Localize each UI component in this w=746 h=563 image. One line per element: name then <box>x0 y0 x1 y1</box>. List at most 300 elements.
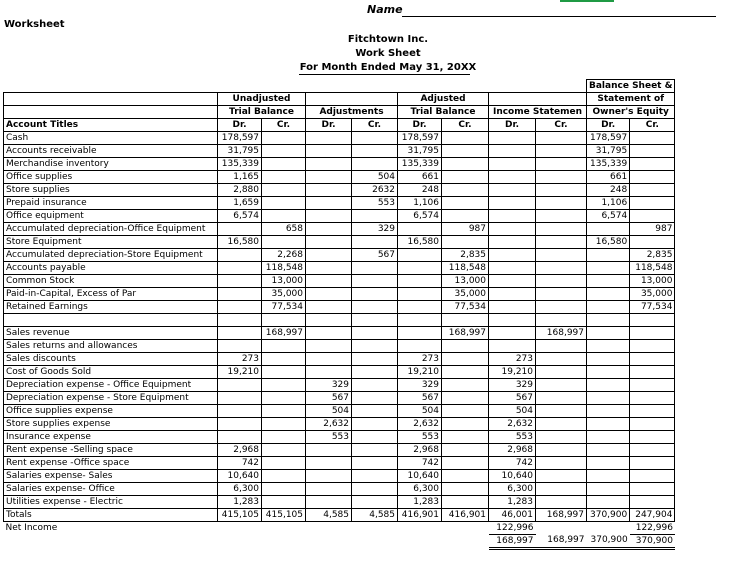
cell[interactable] <box>489 275 536 288</box>
cell[interactable]: 1,659 <box>218 197 262 210</box>
cell[interactable]: 658 <box>262 223 306 236</box>
cell[interactable] <box>442 145 489 158</box>
cell[interactable] <box>352 470 398 483</box>
cell[interactable] <box>262 210 306 223</box>
cell[interactable]: 504 <box>489 405 536 418</box>
cell[interactable] <box>630 197 675 210</box>
cell[interactable] <box>218 249 262 262</box>
cell[interactable] <box>398 262 442 275</box>
cell[interactable] <box>587 340 630 353</box>
cell[interactable]: 416,901 <box>398 509 442 522</box>
cell[interactable] <box>489 249 536 262</box>
cell[interactable]: 13,000 <box>262 275 306 288</box>
cell[interactable]: 77,534 <box>262 301 306 314</box>
cell[interactable] <box>536 171 587 184</box>
cell[interactable] <box>536 405 587 418</box>
cell[interactable] <box>306 288 352 301</box>
cell[interactable]: 553 <box>306 431 352 444</box>
cell[interactable] <box>352 379 398 392</box>
cell[interactable] <box>489 236 536 249</box>
cell[interactable]: 118,548 <box>630 262 675 275</box>
cell[interactable]: 10,640 <box>489 470 536 483</box>
cell[interactable] <box>489 262 536 275</box>
cell[interactable]: 553 <box>398 431 442 444</box>
table-row <box>4 184 675 197</box>
cell[interactable]: 135,339 <box>398 158 442 171</box>
cell[interactable] <box>352 353 398 366</box>
cell[interactable]: 13,000 <box>630 275 675 288</box>
cell[interactable] <box>442 444 489 457</box>
cell[interactable] <box>587 327 630 340</box>
cell[interactable]: 77,534 <box>442 301 489 314</box>
cell[interactable] <box>442 392 489 405</box>
cell[interactable]: 504 <box>398 405 442 418</box>
cell[interactable] <box>587 249 630 262</box>
cell[interactable] <box>306 223 352 236</box>
cell[interactable] <box>352 327 398 340</box>
cell[interactable] <box>218 392 262 405</box>
cell[interactable] <box>536 379 587 392</box>
cell[interactable] <box>536 249 587 262</box>
cell[interactable]: 168,997 <box>536 327 587 340</box>
cell[interactable] <box>262 197 306 210</box>
cell[interactable]: 118,548 <box>262 262 306 275</box>
cell[interactable]: 135,339 <box>218 158 262 171</box>
cell[interactable]: 504 <box>352 171 398 184</box>
cell[interactable] <box>442 496 489 509</box>
account-title: Prepaid insurance <box>4 197 218 210</box>
cell[interactable] <box>630 470 675 483</box>
cell[interactable] <box>536 483 587 496</box>
cell[interactable]: 370,900 <box>587 535 630 549</box>
cell[interactable] <box>536 210 587 223</box>
cell[interactable] <box>218 262 262 275</box>
cell[interactable] <box>587 262 630 275</box>
cell[interactable] <box>262 431 306 444</box>
cell[interactable] <box>536 145 587 158</box>
cell[interactable] <box>218 275 262 288</box>
cell[interactable] <box>630 457 675 470</box>
cell[interactable] <box>587 301 630 314</box>
cell[interactable] <box>587 379 630 392</box>
cell[interactable] <box>306 184 352 197</box>
cell[interactable] <box>536 301 587 314</box>
cell[interactable] <box>352 444 398 457</box>
cell[interactable] <box>489 197 536 210</box>
cell[interactable] <box>489 223 536 236</box>
cell[interactable] <box>352 483 398 496</box>
cell[interactable] <box>262 470 306 483</box>
cell[interactable] <box>218 418 262 431</box>
cell[interactable] <box>630 418 675 431</box>
cell[interactable] <box>587 392 630 405</box>
cell[interactable] <box>306 249 352 262</box>
cell[interactable] <box>489 171 536 184</box>
cell[interactable] <box>442 158 489 171</box>
cell[interactable]: 35,000 <box>442 288 489 301</box>
cell[interactable] <box>262 379 306 392</box>
cell[interactable] <box>536 470 587 483</box>
cell[interactable]: 329 <box>306 379 352 392</box>
cell[interactable] <box>630 184 675 197</box>
cell[interactable] <box>306 158 352 171</box>
cell[interactable]: 2,632 <box>306 418 352 431</box>
cell[interactable]: 329 <box>352 223 398 236</box>
cell[interactable] <box>352 418 398 431</box>
cell[interactable] <box>442 431 489 444</box>
cell[interactable] <box>630 171 675 184</box>
cell[interactable]: 135,339 <box>587 158 630 171</box>
cell[interactable]: 46,001 <box>489 509 536 522</box>
cell[interactable] <box>352 145 398 158</box>
cell[interactable] <box>262 158 306 171</box>
cell[interactable] <box>536 184 587 197</box>
cell[interactable]: 19,210 <box>489 366 536 379</box>
cell[interactable]: 16,580 <box>218 236 262 249</box>
cell[interactable]: 567 <box>352 249 398 262</box>
cell[interactable] <box>630 431 675 444</box>
cell[interactable] <box>630 405 675 418</box>
cell[interactable]: 273 <box>489 353 536 366</box>
cell[interactable] <box>630 340 675 353</box>
cell[interactable] <box>536 197 587 210</box>
cell[interactable] <box>630 353 675 366</box>
cell[interactable] <box>306 470 352 483</box>
cell[interactable] <box>306 210 352 223</box>
cell[interactable] <box>398 288 442 301</box>
cell[interactable] <box>442 405 489 418</box>
cell[interactable] <box>489 132 536 145</box>
cell[interactable]: 178,597 <box>587 132 630 145</box>
cell[interactable]: 168,997 <box>442 327 489 340</box>
cell[interactable] <box>442 132 489 145</box>
cell[interactable] <box>306 457 352 470</box>
cell[interactable]: 13,000 <box>442 275 489 288</box>
cell[interactable] <box>630 392 675 405</box>
cell[interactable] <box>262 392 306 405</box>
cell[interactable]: 2,968 <box>398 444 442 457</box>
cell[interactable] <box>587 444 630 457</box>
cell[interactable] <box>536 444 587 457</box>
cell[interactable]: 6,300 <box>398 483 442 496</box>
cell[interactable]: 2,880 <box>218 184 262 197</box>
cell[interactable] <box>587 483 630 496</box>
cell[interactable] <box>587 457 630 470</box>
cell[interactable] <box>352 366 398 379</box>
cell[interactable] <box>352 275 398 288</box>
cell[interactable] <box>587 405 630 418</box>
cell[interactable] <box>306 145 352 158</box>
cell[interactable] <box>398 223 442 236</box>
cell[interactable] <box>262 405 306 418</box>
cell[interactable]: 6,574 <box>218 210 262 223</box>
account-title: Depreciation expense - Office Equipment <box>4 379 218 392</box>
cell[interactable] <box>587 288 630 301</box>
cell[interactable] <box>352 340 398 353</box>
cell[interactable]: 2,835 <box>442 249 489 262</box>
cell[interactable]: 2,835 <box>630 249 675 262</box>
cell[interactable]: 122,996 <box>630 522 675 535</box>
cell[interactable]: 1,106 <box>587 197 630 210</box>
cell[interactable] <box>262 184 306 197</box>
cell[interactable]: 329 <box>398 379 442 392</box>
cell[interactable]: 19,210 <box>398 366 442 379</box>
cell[interactable] <box>489 184 536 197</box>
cell[interactable]: 553 <box>352 197 398 210</box>
cell[interactable] <box>352 496 398 509</box>
cell[interactable] <box>352 405 398 418</box>
cell[interactable] <box>352 210 398 223</box>
cell[interactable]: 2,968 <box>218 444 262 457</box>
cell[interactable] <box>306 483 352 496</box>
cell[interactable]: 31,795 <box>398 145 442 158</box>
cell[interactable] <box>536 457 587 470</box>
cell[interactable] <box>442 457 489 470</box>
cell[interactable]: 168,997 <box>536 509 587 522</box>
cell[interactable] <box>218 327 262 340</box>
cell[interactable] <box>306 353 352 366</box>
cell[interactable]: 2,632 <box>398 418 442 431</box>
cell[interactable]: 4,585 <box>352 509 398 522</box>
cell[interactable] <box>352 158 398 171</box>
cell[interactable]: 415,105 <box>218 509 262 522</box>
cell[interactable]: 10,640 <box>218 470 262 483</box>
cell[interactable]: 273 <box>218 353 262 366</box>
cell[interactable] <box>352 236 398 249</box>
cell[interactable] <box>536 275 587 288</box>
cell[interactable]: 248 <box>587 184 630 197</box>
cell[interactable]: 35,000 <box>630 288 675 301</box>
cell[interactable] <box>587 470 630 483</box>
cell[interactable]: 6,300 <box>489 483 536 496</box>
cell[interactable] <box>536 262 587 275</box>
cell[interactable] <box>536 353 587 366</box>
cell[interactable] <box>262 132 306 145</box>
cell[interactable] <box>442 236 489 249</box>
cell[interactable]: 370,900 <box>587 509 630 522</box>
cell[interactable] <box>218 431 262 444</box>
cell[interactable] <box>398 327 442 340</box>
cell[interactable]: 2,632 <box>489 418 536 431</box>
cell[interactable] <box>489 340 536 353</box>
cell[interactable] <box>218 288 262 301</box>
cell[interactable]: 6,574 <box>398 210 442 223</box>
cell[interactable] <box>630 236 675 249</box>
cell[interactable] <box>218 223 262 236</box>
cell[interactable] <box>352 132 398 145</box>
cell[interactable] <box>630 379 675 392</box>
cell[interactable] <box>352 262 398 275</box>
cell[interactable]: 415,105 <box>262 509 306 522</box>
cell[interactable]: 1,106 <box>398 197 442 210</box>
cell[interactable] <box>536 132 587 145</box>
cell[interactable] <box>489 145 536 158</box>
cell[interactable] <box>306 301 352 314</box>
cell[interactable]: 416,901 <box>442 509 489 522</box>
cell[interactable]: 1,283 <box>489 496 536 509</box>
cell[interactable]: 2,268 <box>262 249 306 262</box>
cell[interactable] <box>630 132 675 145</box>
cell[interactable]: 31,795 <box>218 145 262 158</box>
cell[interactable] <box>262 353 306 366</box>
cell[interactable] <box>442 470 489 483</box>
cell[interactable] <box>442 379 489 392</box>
cell[interactable] <box>352 431 398 444</box>
cell[interactable]: 987 <box>442 223 489 236</box>
cell[interactable] <box>352 288 398 301</box>
cell[interactable]: 567 <box>306 392 352 405</box>
cell[interactable]: 329 <box>489 379 536 392</box>
cell[interactable] <box>262 483 306 496</box>
cell[interactable]: 31,795 <box>587 145 630 158</box>
cell[interactable] <box>489 327 536 340</box>
cell[interactable] <box>442 171 489 184</box>
cell[interactable]: 1,283 <box>218 496 262 509</box>
cell[interactable] <box>536 418 587 431</box>
cell[interactable] <box>218 340 262 353</box>
cell[interactable] <box>262 236 306 249</box>
cell[interactable]: 273 <box>398 353 442 366</box>
cell[interactable] <box>442 210 489 223</box>
cell[interactable]: 35,000 <box>262 288 306 301</box>
cell[interactable]: 16,580 <box>587 236 630 249</box>
cell[interactable]: 742 <box>218 457 262 470</box>
cell[interactable] <box>587 366 630 379</box>
cell[interactable] <box>306 275 352 288</box>
cell[interactable]: 567 <box>489 392 536 405</box>
cell[interactable] <box>587 431 630 444</box>
cell[interactable] <box>262 145 306 158</box>
cell[interactable] <box>587 223 630 236</box>
cell[interactable]: 10,640 <box>398 470 442 483</box>
cell[interactable]: 370,900 <box>630 535 675 549</box>
cell[interactable] <box>262 496 306 509</box>
cell[interactable] <box>306 132 352 145</box>
cell[interactable] <box>352 301 398 314</box>
cell[interactable] <box>306 171 352 184</box>
cell[interactable] <box>306 444 352 457</box>
cell[interactable] <box>262 444 306 457</box>
cell[interactable]: 1,165 <box>218 171 262 184</box>
cell[interactable] <box>442 197 489 210</box>
cell[interactable]: 987 <box>630 223 675 236</box>
cell[interactable] <box>536 496 587 509</box>
cell[interactable]: 168,997 <box>262 327 306 340</box>
cell[interactable] <box>489 288 536 301</box>
cell[interactable]: 661 <box>398 171 442 184</box>
cell[interactable] <box>442 483 489 496</box>
cell[interactable] <box>262 171 306 184</box>
cell[interactable] <box>352 457 398 470</box>
cell[interactable] <box>306 327 352 340</box>
cell[interactable] <box>536 236 587 249</box>
cell[interactable]: 19,210 <box>218 366 262 379</box>
cell[interactable] <box>536 288 587 301</box>
cell[interactable] <box>630 444 675 457</box>
cell[interactable] <box>218 301 262 314</box>
cell[interactable]: 168,997 <box>489 535 536 549</box>
name-field[interactable] <box>402 16 716 17</box>
cell[interactable] <box>587 496 630 509</box>
cell[interactable]: 504 <box>306 405 352 418</box>
cell[interactable] <box>442 184 489 197</box>
cell[interactable] <box>536 392 587 405</box>
cell[interactable]: 6,300 <box>218 483 262 496</box>
cell[interactable]: 553 <box>489 431 536 444</box>
cell[interactable] <box>218 379 262 392</box>
cell[interactable] <box>489 210 536 223</box>
cell[interactable] <box>536 366 587 379</box>
cell[interactable]: 4,585 <box>306 509 352 522</box>
cell[interactable]: 178,597 <box>218 132 262 145</box>
cell[interactable] <box>536 223 587 236</box>
cell[interactable] <box>398 301 442 314</box>
cell[interactable] <box>442 366 489 379</box>
cell[interactable] <box>630 366 675 379</box>
cell[interactable] <box>442 353 489 366</box>
cell[interactable] <box>262 366 306 379</box>
cell[interactable] <box>262 418 306 431</box>
cell[interactable]: 2632 <box>352 184 398 197</box>
cell[interactable] <box>398 340 442 353</box>
cell[interactable] <box>262 340 306 353</box>
cell[interactable] <box>398 275 442 288</box>
cell[interactable] <box>442 418 489 431</box>
cell[interactable] <box>587 418 630 431</box>
cell[interactable] <box>536 158 587 171</box>
cell[interactable] <box>218 405 262 418</box>
cell[interactable] <box>442 340 489 353</box>
cell[interactable] <box>306 366 352 379</box>
cell[interactable] <box>630 496 675 509</box>
cell[interactable] <box>262 457 306 470</box>
cell[interactable]: 2,968 <box>489 444 536 457</box>
cell[interactable] <box>306 236 352 249</box>
cell[interactable]: 118,548 <box>442 262 489 275</box>
cell[interactable] <box>352 392 398 405</box>
cell[interactable]: 168,997 <box>536 535 587 549</box>
cell[interactable]: 122,996 <box>489 522 536 535</box>
cell[interactable]: 742 <box>489 457 536 470</box>
cell[interactable]: 16,580 <box>398 236 442 249</box>
cell[interactable] <box>489 301 536 314</box>
cell[interactable] <box>489 158 536 171</box>
cell[interactable] <box>536 431 587 444</box>
cell[interactable] <box>587 275 630 288</box>
cell[interactable] <box>306 340 352 353</box>
cell[interactable] <box>398 249 442 262</box>
cell[interactable]: 567 <box>398 392 442 405</box>
cell[interactable]: 178,597 <box>398 132 442 145</box>
cell[interactable]: 1,283 <box>398 496 442 509</box>
cell[interactable] <box>630 210 675 223</box>
cell[interactable]: 77,534 <box>630 301 675 314</box>
cell[interactable] <box>306 197 352 210</box>
cell[interactable] <box>536 340 587 353</box>
cell[interactable]: 248 <box>398 184 442 197</box>
cell[interactable] <box>630 158 675 171</box>
cell[interactable]: 661 <box>587 171 630 184</box>
cell[interactable] <box>587 353 630 366</box>
cell[interactable] <box>306 496 352 509</box>
cell[interactable] <box>630 145 675 158</box>
cell[interactable] <box>630 483 675 496</box>
cell[interactable]: 247,904 <box>630 509 675 522</box>
cell[interactable] <box>630 327 675 340</box>
cell[interactable] <box>306 262 352 275</box>
cell[interactable]: 6,574 <box>587 210 630 223</box>
cell[interactable]: 742 <box>398 457 442 470</box>
